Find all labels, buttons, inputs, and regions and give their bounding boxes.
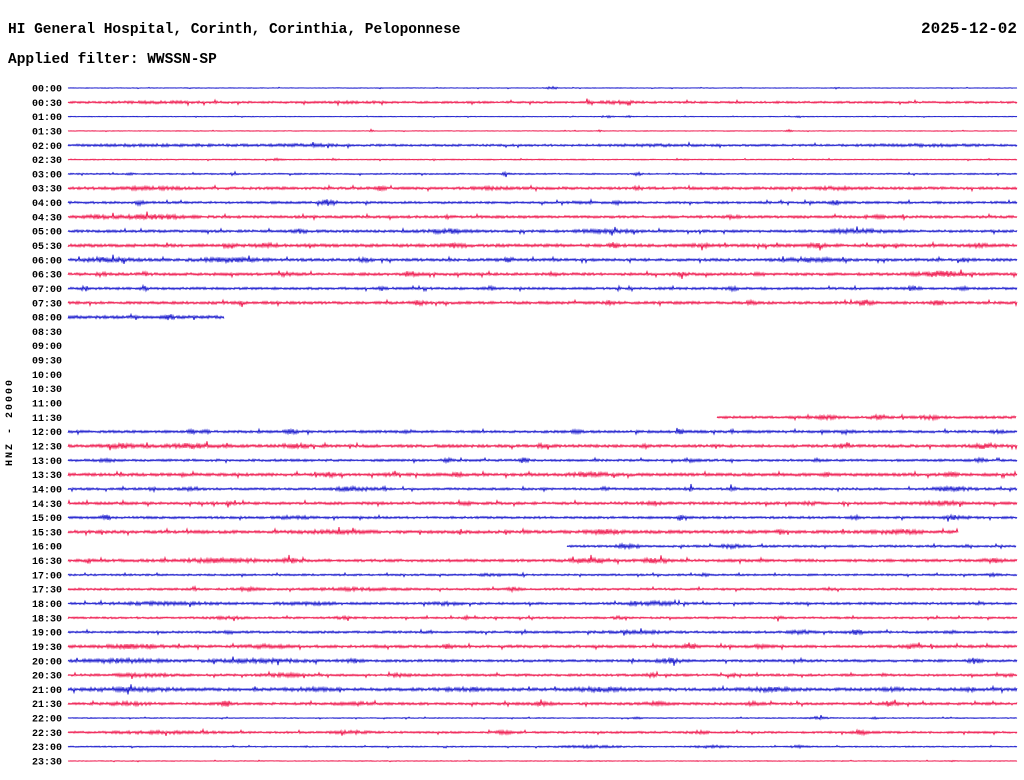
trace-row-03:30	[68, 186, 1017, 191]
time-label-11:30: 11:30	[31, 413, 62, 425]
trace-row-12:00	[68, 428, 1017, 434]
time-label-18:30: 18:30	[31, 614, 62, 626]
trace-row-23:30	[68, 760, 1017, 762]
trace-row-14:30	[68, 500, 1017, 507]
trace-row-21:30	[68, 699, 1017, 706]
trace-row-07:30	[68, 300, 1017, 307]
trace-row-06:00	[68, 255, 1017, 264]
trace-row-04:00	[68, 199, 1017, 205]
trace-row-13:00	[68, 458, 1017, 463]
time-label-02:30: 02:30	[31, 156, 62, 168]
time-label-19:00: 19:00	[31, 628, 62, 640]
trace-row-11:30	[717, 415, 1016, 420]
time-label-00:00: 00:00	[31, 84, 62, 96]
time-label-02:00: 02:00	[31, 141, 62, 153]
trace-row-18:30	[68, 616, 1017, 622]
trace-row-12:30	[68, 441, 1017, 450]
trace-row-19:00	[68, 628, 1017, 635]
time-label-10:30: 10:30	[31, 385, 62, 397]
time-label-20:30: 20:30	[31, 671, 62, 683]
trace-row-15:00	[68, 515, 1017, 522]
time-label-11:00: 11:00	[31, 399, 62, 411]
time-label-16:00: 16:00	[31, 542, 62, 554]
time-label-01:30: 01:30	[31, 127, 62, 139]
trace-row-20:00	[68, 657, 1017, 666]
trace-row-16:00	[567, 544, 1016, 549]
time-label-00:30: 00:30	[31, 98, 62, 110]
time-label-08:30: 08:30	[31, 327, 62, 339]
trace-row-02:30	[68, 158, 1017, 160]
date-label: 2025-12-02	[920, 20, 1017, 38]
trace-row-23:00	[68, 745, 1017, 748]
trace-row-20:30	[68, 672, 1017, 679]
time-label-23:00: 23:00	[31, 743, 62, 755]
time-label-12:00: 12:00	[31, 428, 62, 440]
time-label-23:30: 23:30	[31, 757, 62, 769]
time-label-07:00: 07:00	[31, 285, 62, 296]
time-label-08:00: 08:00	[31, 313, 62, 325]
trace-row-22:30	[68, 730, 1017, 736]
time-label-21:00: 21:00	[31, 685, 62, 697]
time-label-06:00: 06:00	[31, 256, 62, 268]
time-label-19:30: 19:30	[31, 642, 62, 654]
time-label-05:00: 05:00	[31, 227, 62, 239]
time-label-17:00: 17:00	[31, 571, 62, 583]
time-label-01:00: 01:00	[31, 113, 62, 125]
time-label-22:00: 22:00	[31, 714, 62, 726]
time-label-22:30: 22:30	[31, 728, 62, 740]
time-label-15:30: 15:30	[31, 528, 62, 540]
trace-row-19:30	[68, 643, 1017, 650]
trace-row-14:00	[68, 484, 1017, 492]
filter-label: Applied filter: WWSSN-SP	[8, 52, 217, 68]
time-label-09:30: 09:30	[31, 356, 62, 368]
time-label-13:00: 13:00	[31, 456, 62, 468]
trace-row-18:00	[68, 600, 1017, 607]
trace-row-04:30	[68, 212, 1017, 220]
time-label-21:30: 21:30	[31, 700, 62, 712]
time-label-03:30: 03:30	[31, 184, 62, 196]
trace-row-05:30	[68, 242, 1017, 250]
time-label-17:30: 17:30	[31, 585, 62, 597]
trace-row-01:00	[68, 116, 1017, 118]
trace-group	[32, 85, 1017, 769]
time-label-10:00: 10:00	[31, 370, 62, 382]
time-label-07:30: 07:30	[31, 299, 62, 311]
trace-row-17:30	[68, 587, 1017, 592]
trace-row-01:30	[68, 129, 1017, 131]
time-label-20:00: 20:00	[31, 657, 62, 669]
time-label-14:30: 14:30	[31, 499, 62, 511]
trace-row-00:00	[68, 87, 1017, 89]
trace-row-17:00	[68, 573, 1017, 577]
trace-row-05:00	[68, 226, 1017, 235]
trace-row-21:00	[68, 684, 1017, 694]
trace-row-16:30	[68, 555, 1017, 564]
trace-row-07:00	[68, 286, 1017, 292]
trace-row-15:30	[68, 527, 958, 535]
station-title: HI General Hospital, Corinth, Corinthia, Peloponnese	[8, 22, 461, 38]
time-label-03:00: 03:00	[31, 170, 62, 182]
trace-row-22:00	[68, 715, 1017, 719]
trace-row-08:00	[68, 314, 224, 320]
time-label-15:00: 15:00	[31, 514, 62, 526]
time-label-04:00: 04:00	[31, 199, 62, 211]
trace-row-06:30	[68, 270, 1017, 279]
trace-row-13:30	[68, 471, 1017, 478]
trace-row-00:30	[68, 99, 1017, 106]
time-label-14:00: 14:00	[31, 485, 62, 497]
time-label-06:30: 06:30	[31, 270, 62, 282]
channel-label: HNZ - 20000	[5, 377, 16, 467]
time-label-16:30: 16:30	[31, 557, 62, 568]
trace-row-03:00	[68, 172, 1017, 177]
time-label-09:00: 09:00	[31, 342, 62, 354]
time-label-18:00: 18:00	[31, 600, 62, 611]
trace-row-02:00	[68, 142, 1017, 148]
time-label-13:30: 13:30	[31, 471, 62, 483]
time-label-12:30: 12:30	[31, 442, 62, 454]
time-label-05:30: 05:30	[31, 242, 62, 253]
time-label-04:30: 04:30	[31, 213, 62, 225]
